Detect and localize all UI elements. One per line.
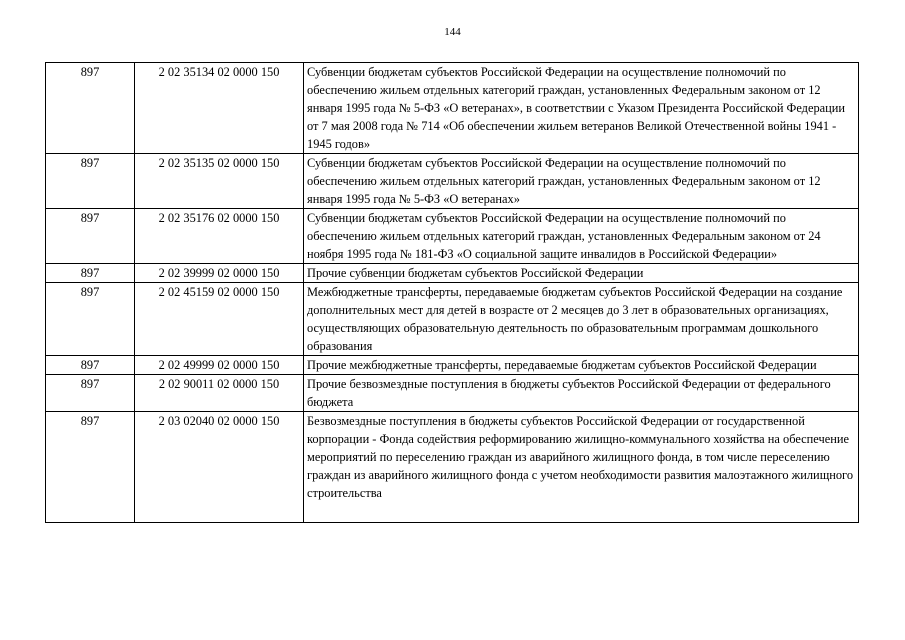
description-cell: Безвозмездные поступления в бюджеты субъектов Российской Федерации от государственной корпорации - Фонда содействия реформированию жилищно-коммунального хозяйства на обеспечение мероприятий по переселению граждан из аварийного жилищного фонда, в том числе переселению граждан из аварийного жилищного фонда с учетом необходимости развития малоэтажного жилищного строительства (304, 412, 859, 523)
budget-code-cell: 2 02 39999 02 0000 150 (135, 264, 304, 283)
budget-code-cell: 2 02 45159 02 0000 150 (135, 283, 304, 356)
description-cell: Субвенции бюджетам субъектов Российской Федерации на осуществление полномочий по обеспечению жильем отдельных категорий граждан, установленных Федеральным законом от 12 января 1995 года № 5-ФЗ «О ветеранах» (304, 154, 859, 209)
page-number: 144 (444, 26, 461, 38)
budget-code-cell: 2 02 90011 02 0000 150 (135, 375, 304, 412)
table-row (46, 209, 859, 264)
budget-code-cell: 2 02 35135 02 0000 150 (135, 154, 304, 209)
admin-code-cell: 897 (46, 63, 135, 154)
admin-code-cell: 897 (46, 209, 135, 264)
budget-code-cell: 2 02 49999 02 0000 150 (135, 356, 304, 375)
table-row (46, 412, 859, 523)
budget-code-cell: 2 02 35176 02 0000 150 (135, 209, 304, 264)
budget-classification-table (45, 62, 859, 523)
budget-code-cell: 2 03 02040 02 0000 150 (135, 412, 304, 523)
budget-code-cell: 2 02 35134 02 0000 150 (135, 63, 304, 154)
admin-code-cell: 897 (46, 264, 135, 283)
description-cell: Субвенции бюджетам субъектов Российской Федерации на осуществление полномочий по обеспечению жильем отдельных категорий граждан, установленных Федеральным законом от 12 января 1995 года № 5-ФЗ «О ветеранах», в соответствии с Указом Президента Российской Федерации от 7 мая 2008 года № 714 «Об обеспечении жильем ветеранов Великой Отечественной войны 1941 - 1945 годов» (304, 63, 859, 154)
description-cell: Прочие субвенции бюджетам субъектов Российской Федерации (304, 264, 859, 283)
admin-code-cell: 897 (46, 412, 135, 523)
description-cell: Субвенции бюджетам субъектов Российской Федерации на осуществление полномочий по обеспечению жильем отдельных категорий граждан, установленных Федеральным законом от 24 ноября 1995 года № 181-ФЗ «О социальной защите инвалидов в Российской Федерации» (304, 209, 859, 264)
table-row (46, 63, 859, 154)
table-row (46, 375, 859, 412)
admin-code-cell: 897 (46, 356, 135, 375)
table-row (46, 154, 859, 209)
admin-code-cell: 897 (46, 154, 135, 209)
description-cell: Межбюджетные трансферты, передаваемые бюджетам субъектов Российской Федерации на создание дополнительных мест для детей в возрасте от 2 месяцев до 3 лет в образовательных организациях, осуществляющих образовательную деятельность по образовательным программам дошкольного образования (304, 283, 859, 356)
table-row (46, 356, 859, 375)
table-row (46, 264, 859, 283)
description-cell: Прочие безвозмездные поступления в бюджеты субъектов Российской Федерации от федерального бюджета (304, 375, 859, 412)
description-cell: Прочие межбюджетные трансферты, передаваемые бюджетам субъектов Российской Федерации (304, 356, 859, 375)
table-row (46, 283, 859, 356)
admin-code-cell: 897 (46, 283, 135, 356)
admin-code-cell: 897 (46, 375, 135, 412)
